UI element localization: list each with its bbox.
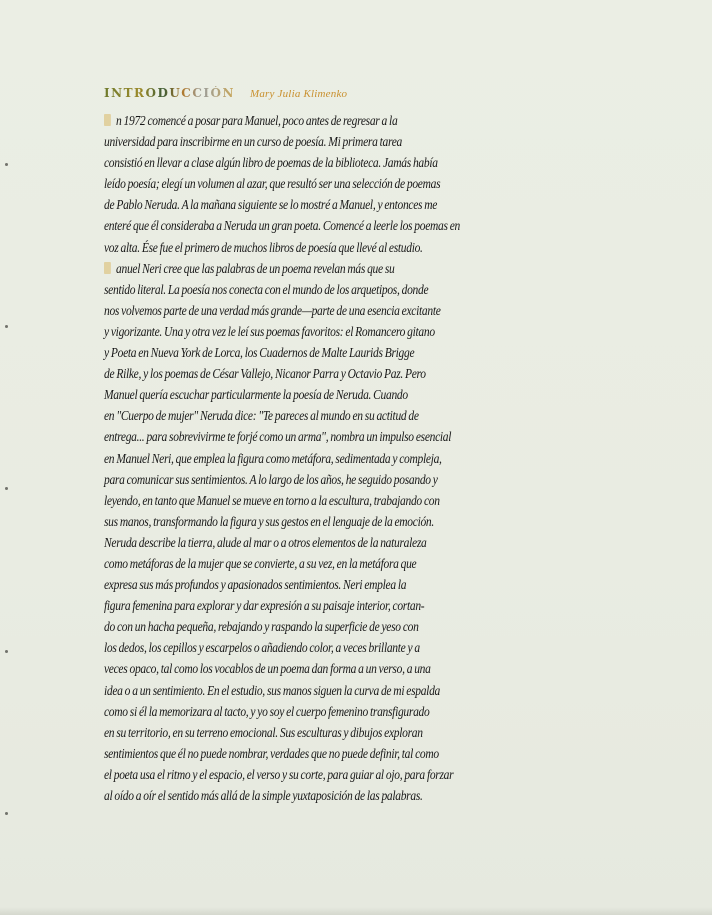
text-line: y vigorizante. Una y otra vez le leí sus poemas favoritos: el Romancero gitano	[104, 323, 435, 339]
binding-dot	[5, 487, 8, 490]
essay-heading	[104, 86, 496, 108]
text-line: nos volvemos parte de una verdad más grande—parte de una esencia excitante	[104, 302, 441, 318]
binding-dot	[5, 325, 8, 328]
chapter-title: INTRODUCCIÓN	[104, 86, 235, 100]
page-bottom-edge	[0, 907, 712, 915]
text-line: como metáforas de la mujer que se convierte, a su vez, en la metáfora que	[104, 555, 417, 571]
text-line: n 1972 comencé a posar para Manuel, poco antes de regresar a la	[104, 110, 441, 131]
text-line: Neruda describe la tierra, alude al mar o a otros elementos de la naturaleza	[104, 534, 427, 550]
text-line: sentido literal. La poesía nos conecta con el mundo de los arquetipos, donde	[104, 281, 429, 297]
text-line: entrega... para sobrevivirme te forjé como un arma", nombra un impulso esencial	[104, 429, 452, 445]
decorative-initial-icon	[104, 114, 111, 126]
decorative-initial-icon	[104, 262, 111, 274]
text-line: do con un hacha pequeña, rebajando y raspando la superficie de yeso con	[104, 619, 419, 635]
text-line: en "Cuerpo de mujer" Neruda dice: "Te pareces al mundo en su actitud de	[104, 408, 419, 424]
text-line: al oído a oír el sentido más allá de la simple yuxtaposición de las palabras.	[104, 788, 423, 803]
text-line: sentimientos que él no puede nombrar, verdades que no puede definir, tal como	[104, 745, 439, 761]
text-line: sus manos, transformando la figura y sus gestos en el lenguaje de la emoción.	[104, 513, 434, 529]
text-line: enteré que él consideraba a Neruda un gran poeta. Comencé a leerle los poemas en	[104, 218, 460, 234]
text-line: el poeta usa el ritmo y el espacio, el verso y su corte, para guiar al ojo, para forzar	[104, 766, 454, 782]
text-line: Manuel quería escuchar particularmente la poesía de Neruda. Cuando	[104, 387, 408, 403]
binding-dot	[5, 163, 8, 166]
essay-text	[104, 86, 496, 806]
text-line: expresa sus más profundos y apasionados sentimientos. Neri emplea la	[104, 577, 407, 593]
text-line: de Rilke, y los poemas de César Vallejo, Nicanor Parra y Octavio Paz. Pero	[104, 366, 426, 382]
text-line: veces opaco, tal como los vocablos de un poema dan forma a un verso, a una	[104, 661, 431, 677]
author-name: Mary Julia Klimenko	[249, 88, 348, 100]
binding-dot	[5, 650, 8, 653]
text-line: para comunicar sus sentimientos. A lo largo de los años, he seguido posando y	[104, 471, 438, 487]
text-line: de Pablo Neruda. A la mañana siguiente se lo mostré a Manuel, y entonces me	[104, 197, 438, 213]
text-line: en su territorio, en su terreno emocional. Sus esculturas y dibujos exploran	[104, 724, 423, 740]
text-line: en Manuel Neri, que emplea la figura como metáfora, sedimentada y compleja,	[104, 450, 442, 466]
text-line: consistió en llevar a clase algún libro de poemas de la biblioteca. Jamás había	[104, 155, 438, 171]
text-line: los dedos, los cepillos y escarpelos o añadiendo color, a veces brillante y a	[104, 640, 420, 656]
text-line: como si él la memorizara al tacto, y yo soy el cuerpo femenino transfigurado	[104, 703, 430, 719]
text-line: universidad para inscribirme en un curso de poesía. Mi primera tarea	[104, 134, 402, 150]
binding-margin	[0, 0, 14, 915]
binding-dot	[5, 812, 8, 815]
text-line: y Poeta en Nueva York de Lorca, los Cuadernos de Malte Laurids Brigge	[104, 345, 415, 361]
text-line: voz alta. Ése fue el primero de muchos libros de poesía que llevé al estudio.	[104, 239, 423, 255]
text-line: leyendo, en tanto que Manuel se mueve en torno a la escultura, trabajando con	[104, 492, 440, 508]
text-line: idea o a un sentimiento. En el estudio, sus manos siguen la curva de mi espalda	[104, 682, 440, 698]
text-line: leído poesía; elegí un volumen al azar, que resultó ser una selección de poemas	[104, 176, 441, 192]
text-line: anuel Neri cree que las palabras de un poema revelan más que su	[104, 258, 441, 279]
text-line: figura femenina para explorar y dar expresión a su paisaje interior, cortan-	[104, 598, 425, 614]
